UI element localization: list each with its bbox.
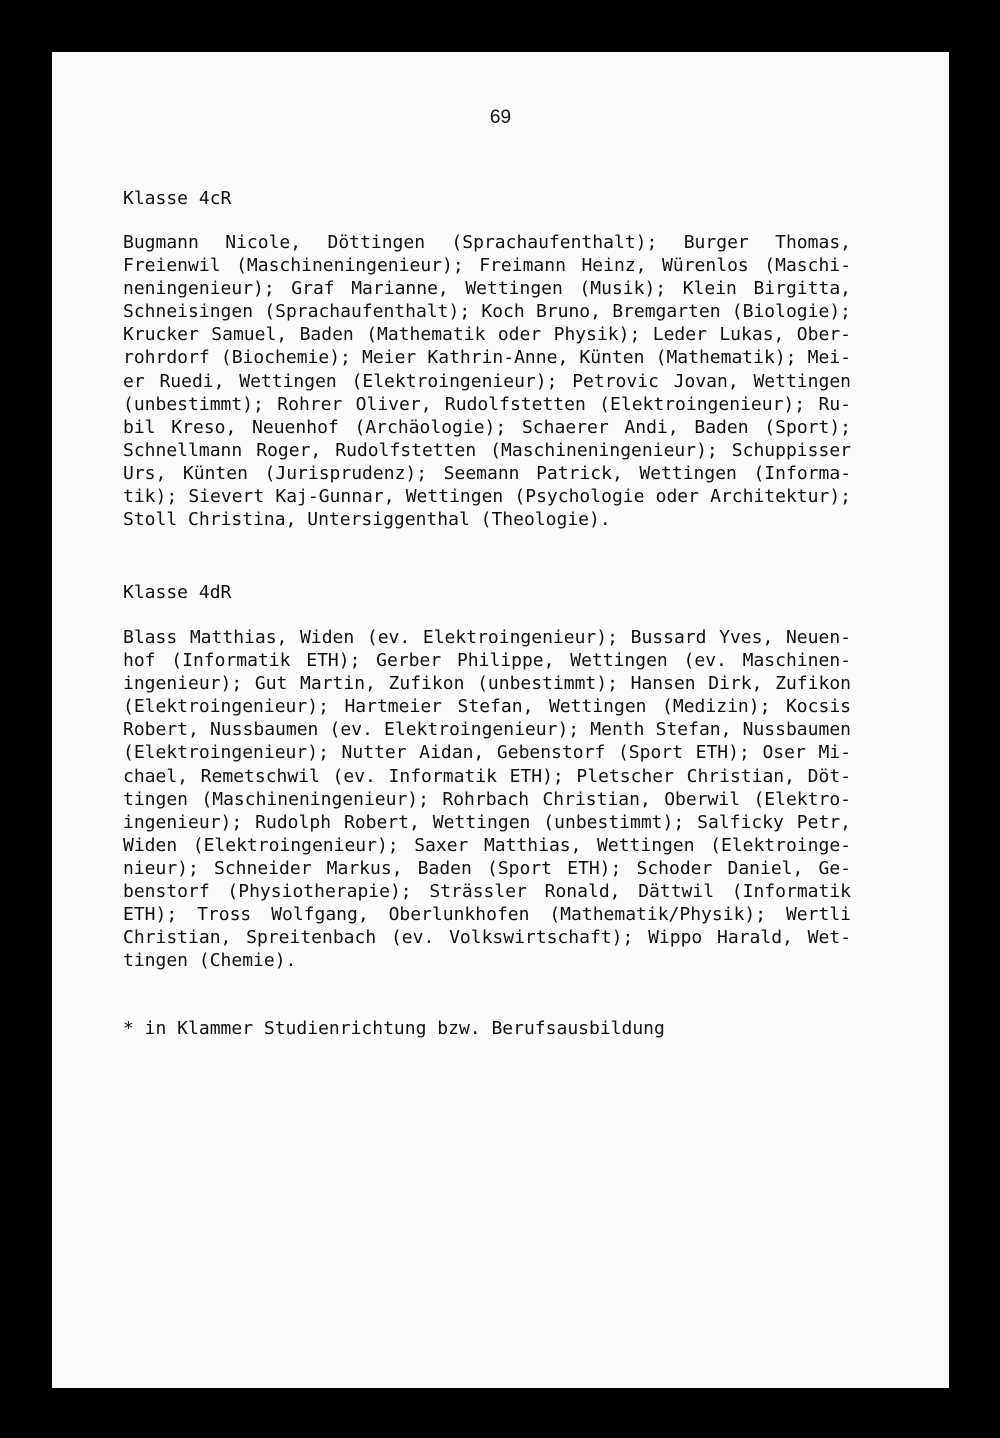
- text-line: chael, Remetschwil (ev. Informatik ETH); Pletscher Christian, Döt-: [123, 765, 851, 787]
- section-text-4dr: [123, 626, 851, 972]
- text-line: Schnellmann Roger, Rudolfstetten (Maschineningenieur); Schuppisser: [123, 439, 851, 461]
- text-line: (Elektroingenieur); Hartmeier Stefan, Wettingen (Medizin); Kocsis: [123, 696, 851, 718]
- text-line: Stoll Christina, Untersiggenthal (Theologie).: [123, 509, 611, 531]
- text-line: tik); Sievert Kaj-Gunnar, Wettingen (Psychologie oder Architektur);: [123, 486, 851, 508]
- text-line: Krucker Samuel, Baden (Mathematik oder Physik); Leder Lukas, Ober-: [123, 324, 851, 346]
- text-line: benstorf (Physiotherapie); Strässler Ronald, Dättwil (Informatik: [123, 881, 851, 903]
- text-line: Bugmann Nicole, Döttingen (Sprachaufenthalt); Burger Thomas,: [123, 232, 851, 253]
- text-line: Schneisingen (Sprachaufenthalt); Koch Bruno, Bremgarten (Biologie);: [123, 301, 851, 323]
- text-line: hof (Informatik ETH); Gerber Philippe, Wettingen (ev. Maschinen-: [123, 650, 851, 672]
- text-line: bil Kreso, Neuenhof (Archäologie); Schaerer Andi, Baden (Sport);: [123, 416, 851, 438]
- text-line: (Elektroingenieur); Nutter Aidan, Gebenstorf (Sport ETH); Oser Mi-: [123, 742, 851, 764]
- text-line: ingenieur); Rudolph Robert, Wettingen (unbestimmt); Salficky Petr,: [123, 811, 851, 833]
- text-line: Urs, Künten (Jurisprudenz); Seemann Patrick, Wettingen (Informa-: [123, 462, 851, 484]
- text-line: ingenieur); Gut Martin, Zufikon (unbestimmt); Hansen Dirk, Zufikon: [123, 673, 851, 695]
- text-line: Christian, Spreitenbach (ev. Volkswirtschaft); Wippo Harald, Wet-: [123, 927, 851, 949]
- page-number: 69: [489, 107, 512, 128]
- text-line: tingen (Maschineningenieur); Rohrbach Christian, Oberwil (Elektro-: [123, 788, 851, 810]
- text-line: Widen (Elektroingenieur); Saxer Matthias, Wettingen (Elektroinge-: [123, 834, 851, 856]
- document-page: [52, 52, 949, 1388]
- text-line: tingen (Chemie).: [123, 950, 297, 972]
- section-heading-4dr: Klasse 4dR: [123, 582, 232, 603]
- footnote: * in Klammer Studienrichtung bzw. Berufsausbildung: [123, 1018, 665, 1039]
- text-line: rohrdorf (Biochemie); Meier Kathrin-Anne, Künten (Mathematik); Mei-: [123, 347, 851, 369]
- text-line: Robert, Nussbaumen (ev. Elektroingenieur); Menth Stefan, Nussbaumen: [123, 719, 851, 741]
- text-line: nieur); Schneider Markus, Baden (Sport ETH); Schoder Daniel, Ge-: [123, 857, 851, 879]
- text-line: neningenieur); Graf Marianne, Wettingen (Musik); Klein Birgitta,: [123, 278, 851, 300]
- text-line: er Ruedi, Wettingen (Elektroingenieur); Petrovic Jovan, Wettingen: [123, 370, 851, 392]
- section-text-4cr: [123, 231, 851, 531]
- text-line: Freienwil (Maschineningenieur); Freimann Heinz, Würenlos (Maschi-: [123, 255, 851, 277]
- text-line: Blass Matthias, Widen (ev. Elektroingenieur); Bussard Yves, Neuen-: [123, 627, 851, 648]
- text-line: ETH); Tross Wolfgang, Oberlunkhofen (Mathematik/Physik); Wertli: [123, 904, 851, 926]
- text-line: (unbestimmt); Rohrer Oliver, Rudolfstetten (Elektroingenieur); Ru-: [123, 393, 851, 415]
- section-heading-4cr: Klasse 4cR: [123, 188, 232, 209]
